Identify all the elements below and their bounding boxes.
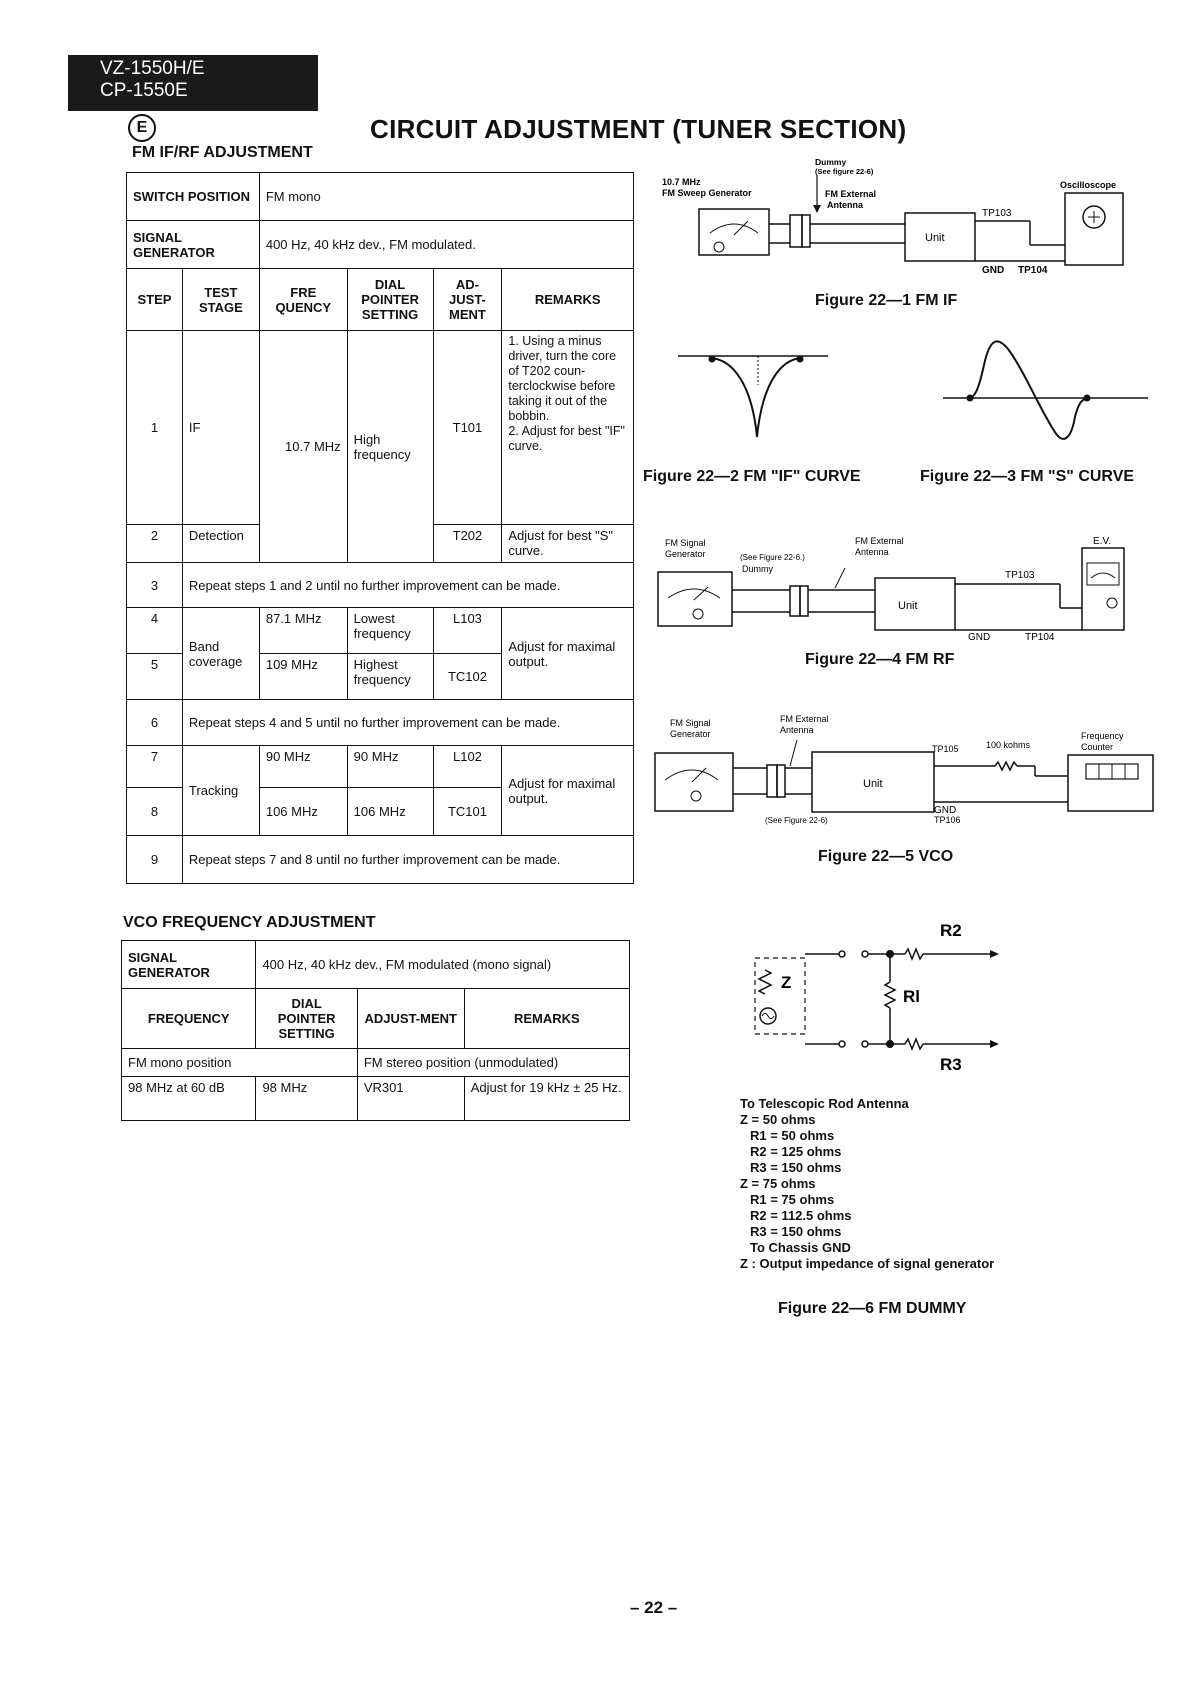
fig4-unit: Unit — [898, 600, 918, 612]
fig4-gnd: GND — [968, 632, 991, 640]
remark-1-item-2: 2. Adjust for best "IF" curve. — [508, 424, 625, 453]
fig5-tp105: TP105 — [932, 744, 959, 754]
fig5-tp106: TP106 — [934, 815, 961, 825]
adj-l102: L102 — [433, 746, 502, 788]
stage-if: IF — [182, 331, 259, 525]
dial-highest: Highest frequency — [347, 654, 433, 700]
dial-106: 106 MHz — [347, 788, 433, 836]
stage-tracking: Tracking — [182, 746, 259, 836]
sweep-generator-box — [699, 209, 769, 255]
vco-col-frequency: FREQUENCY — [122, 989, 256, 1049]
note-r1-75: R1 = 75 ohms — [750, 1192, 835, 1207]
fig5-antenna-line1: FM External — [780, 714, 829, 724]
stage-band-coverage: Band coverage — [182, 608, 259, 700]
fig1-tp104: TP104 — [1018, 265, 1048, 276]
note-z-50: Z = 50 ohms — [740, 1112, 816, 1127]
signal-generator-box — [655, 753, 733, 811]
fig4-gen-line2: Generator — [665, 549, 706, 559]
note-r1-50: R1 = 50 ohms — [750, 1128, 835, 1143]
note-z-75: Z = 75 ohms — [740, 1176, 816, 1191]
freq-106: 106 MHz — [259, 788, 347, 836]
note-r3-150: R3 = 150 ohms — [750, 1160, 842, 1175]
note-chassis-gnd: To Chassis GND — [750, 1240, 851, 1255]
fig1-see: (See figure 22-6) — [815, 167, 874, 176]
vco-frequency-value: 98 MHz at 60 dB — [122, 1077, 256, 1121]
remarks-tracking: Adjust for maximal output. — [502, 746, 634, 836]
table-row — [127, 746, 634, 788]
stage-detection: Detection — [182, 525, 259, 563]
fig4-antenna-line1: FM External — [855, 536, 904, 546]
fig1-unit: Unit — [925, 232, 945, 244]
step-4: 4 — [127, 608, 183, 654]
note-telescopic-antenna: To Telescopic Rod Antenna — [740, 1096, 909, 1111]
fm-adjustment-table — [126, 172, 634, 884]
model-line-1: VZ-1550H/E — [100, 58, 205, 79]
col-dial-pointer: DIAL POINTER SETTING — [347, 269, 433, 331]
vco-col-remarks: REMARKS — [464, 989, 629, 1049]
fig4-see: (See Figure 22-6.) — [740, 553, 805, 562]
repeat-steps-7-8: Repeat steps 7 and 8 until no further improvement can be made. — [182, 836, 633, 884]
fig5-see: (See Figure 22-6) — [765, 816, 828, 825]
step-5: 5 — [127, 654, 183, 700]
fig6-r3: R3 — [940, 1055, 962, 1074]
fig1-gnd: GND — [982, 265, 1005, 276]
switch-position-label: SWITCH POSITION — [127, 173, 260, 221]
fig5-unit: Unit — [863, 778, 883, 790]
fig5-antenna-line2: Antenna — [780, 725, 814, 735]
fig5-gen-line1: FM Signal — [670, 718, 711, 728]
model-label-box — [68, 55, 318, 111]
figure-fm-if-diagram — [640, 155, 1140, 285]
fig6-r2: R2 — [940, 921, 962, 940]
note-r2-125: R2 = 125 ohms — [750, 1144, 842, 1159]
step-3: 3 — [127, 563, 183, 608]
figure-fm-dummy-diagram — [745, 918, 1025, 1078]
vco-col-adjustment: ADJUST-MENT — [357, 989, 464, 1049]
step-1: 1 — [127, 331, 183, 525]
note-r2-112-5: R2 = 112.5 ohms — [750, 1208, 852, 1223]
fig5-resistor: 100 kohms — [986, 740, 1031, 750]
page-number: – 22 – — [630, 1598, 678, 1617]
figure-fm-rf-diagram — [650, 530, 1130, 640]
fm-adjustment-heading: FM IF/RF ADJUSTMENT — [132, 144, 313, 161]
figure-vco-diagram — [650, 710, 1160, 825]
repeat-steps-1-2: Repeat steps 1 and 2 until no further improvement can be made. — [182, 563, 633, 608]
figure-22-3-caption: Figure 22—3 FM "S" CURVE — [920, 468, 1135, 485]
col-step: STEP — [127, 269, 183, 331]
dial-90: 90 MHz — [347, 746, 433, 788]
figure-if-curve — [668, 345, 838, 445]
fig5-counter-line1: Frequency — [1081, 731, 1124, 741]
step-2: 2 — [127, 525, 183, 563]
step-8: 8 — [127, 788, 183, 836]
fig4-dummy: Dummy — [742, 564, 773, 574]
adj-l103: L103 — [433, 608, 502, 654]
fig1-oscilloscope: Oscilloscope — [1060, 180, 1117, 190]
signal-generator-value: 400 Hz, 40 kHz dev., FM modulated. — [259, 221, 633, 269]
model-line-2: CP-1550E — [100, 80, 188, 101]
oscilloscope-box — [1065, 193, 1123, 265]
figure-s-curve — [938, 335, 1158, 453]
fig1-dummy: Dummy — [815, 157, 847, 167]
step-6: 6 — [127, 700, 183, 746]
vco-signal-label: SIGNAL GENERATOR — [122, 941, 256, 989]
col-test-stage: TEST STAGE — [182, 269, 259, 331]
fig4-antenna-line2: Antenna — [855, 547, 889, 557]
table-row — [127, 331, 634, 525]
dial-lowest: Lowest frequency — [347, 608, 433, 654]
fig4-gen-line1: FM Signal — [665, 538, 706, 548]
fig4-ev: E.V. — [1093, 536, 1111, 547]
remarks-band-coverage: Adjust for maximal output. — [502, 608, 634, 700]
fig1-antenna-line2: Antenna — [827, 200, 863, 210]
remarks-step-2: Adjust for best "S" curve. — [502, 525, 634, 563]
adj-t101: T101 — [433, 331, 502, 525]
fig1-gen-line1: 10.7 MHz — [662, 177, 701, 187]
vco-remarks-value: Adjust for 19 kHz ± 25 Hz. — [464, 1077, 629, 1121]
col-remarks: REMARKS — [502, 269, 634, 331]
fig4-tp103: TP103 — [1005, 570, 1035, 581]
fig6-r1: Rl — [903, 987, 920, 1006]
freq-109: 109 MHz — [259, 654, 347, 700]
freq-10-7: 10.7 MHz — [259, 331, 347, 563]
vco-stereo-position: FM stereo position (unmodulated) — [357, 1049, 629, 1077]
adj-tc101: TC101 — [433, 788, 502, 836]
step-7: 7 — [127, 746, 183, 788]
switch-position-value: FM mono — [259, 173, 633, 221]
fig4-tp104: TP104 — [1025, 632, 1055, 640]
vco-adjustment-table — [121, 940, 630, 1121]
figure-22-1-caption: Figure 22—1 FM IF — [815, 292, 958, 309]
figure-22-2-caption: Figure 22—2 FM "IF" CURVE — [643, 468, 861, 485]
vco-mono-position: FM mono position — [122, 1049, 358, 1077]
repeat-steps-4-5: Repeat steps 4 and 5 until no further improvement can be made. — [182, 700, 633, 746]
vco-adjustment-value: VR301 — [357, 1077, 464, 1121]
table-row — [127, 563, 634, 608]
fig1-tp103: TP103 — [982, 208, 1012, 219]
note-z-definition: Z : Output impedance of signal generator — [740, 1256, 995, 1271]
freq-87-1: 87.1 MHz — [259, 608, 347, 654]
table-row — [127, 608, 634, 654]
fig1-gen-line2: FM Sweep Generator — [662, 188, 752, 198]
figure-22-6-caption: Figure 22—6 FM DUMMY — [778, 1300, 967, 1317]
vco-adjustment-heading: VCO FREQUENCY ADJUSTMENT — [123, 914, 376, 931]
table-row — [127, 836, 634, 884]
fig5-gnd: GND — [934, 805, 957, 816]
remarks-step-1 — [502, 331, 634, 525]
remark-1-item-1: 1. Using a minus driver, turn the core of T202 coun-terclockwise before taking it out of the bobbin. — [508, 334, 617, 423]
fig5-gen-line2: Generator — [670, 729, 711, 739]
fm-dummy-notes — [740, 1096, 994, 1272]
dial-high: High frequency — [347, 331, 433, 563]
signal-generator-label: SIGNAL GENERATOR — [127, 221, 260, 269]
fig5-counter-line2: Counter — [1081, 742, 1114, 752]
electronic-voltmeter-box — [1082, 548, 1124, 630]
adj-tc102: TC102 — [433, 654, 502, 700]
col-frequency: FRE QUENCY — [259, 269, 347, 331]
figure-22-5-caption: Figure 22—5 VCO — [818, 848, 954, 865]
language-mark: E — [128, 114, 156, 142]
fig1-antenna-line1: FM External — [825, 189, 877, 199]
page-title: CIRCUIT ADJUSTMENT (TUNER SECTION) — [370, 114, 907, 144]
vco-signal-value: 400 Hz, 40 kHz dev., FM modulated (mono signal) — [256, 941, 630, 989]
step-9: 9 — [127, 836, 183, 884]
fig6-z: Z — [781, 973, 792, 992]
col-adjustment: AD-JUST-MENT — [433, 269, 502, 331]
figure-22-4-caption: Figure 22—4 FM RF — [805, 651, 955, 668]
freq-90: 90 MHz — [259, 746, 347, 788]
vco-dial-value: 98 MHz — [256, 1077, 357, 1121]
note-r3-150-b: R3 = 150 ohms — [750, 1224, 842, 1239]
table-row — [127, 700, 634, 746]
vco-col-dial: DIAL POINTER SETTING — [256, 989, 357, 1049]
adj-t202: T202 — [433, 525, 502, 563]
table-row — [122, 1077, 630, 1121]
